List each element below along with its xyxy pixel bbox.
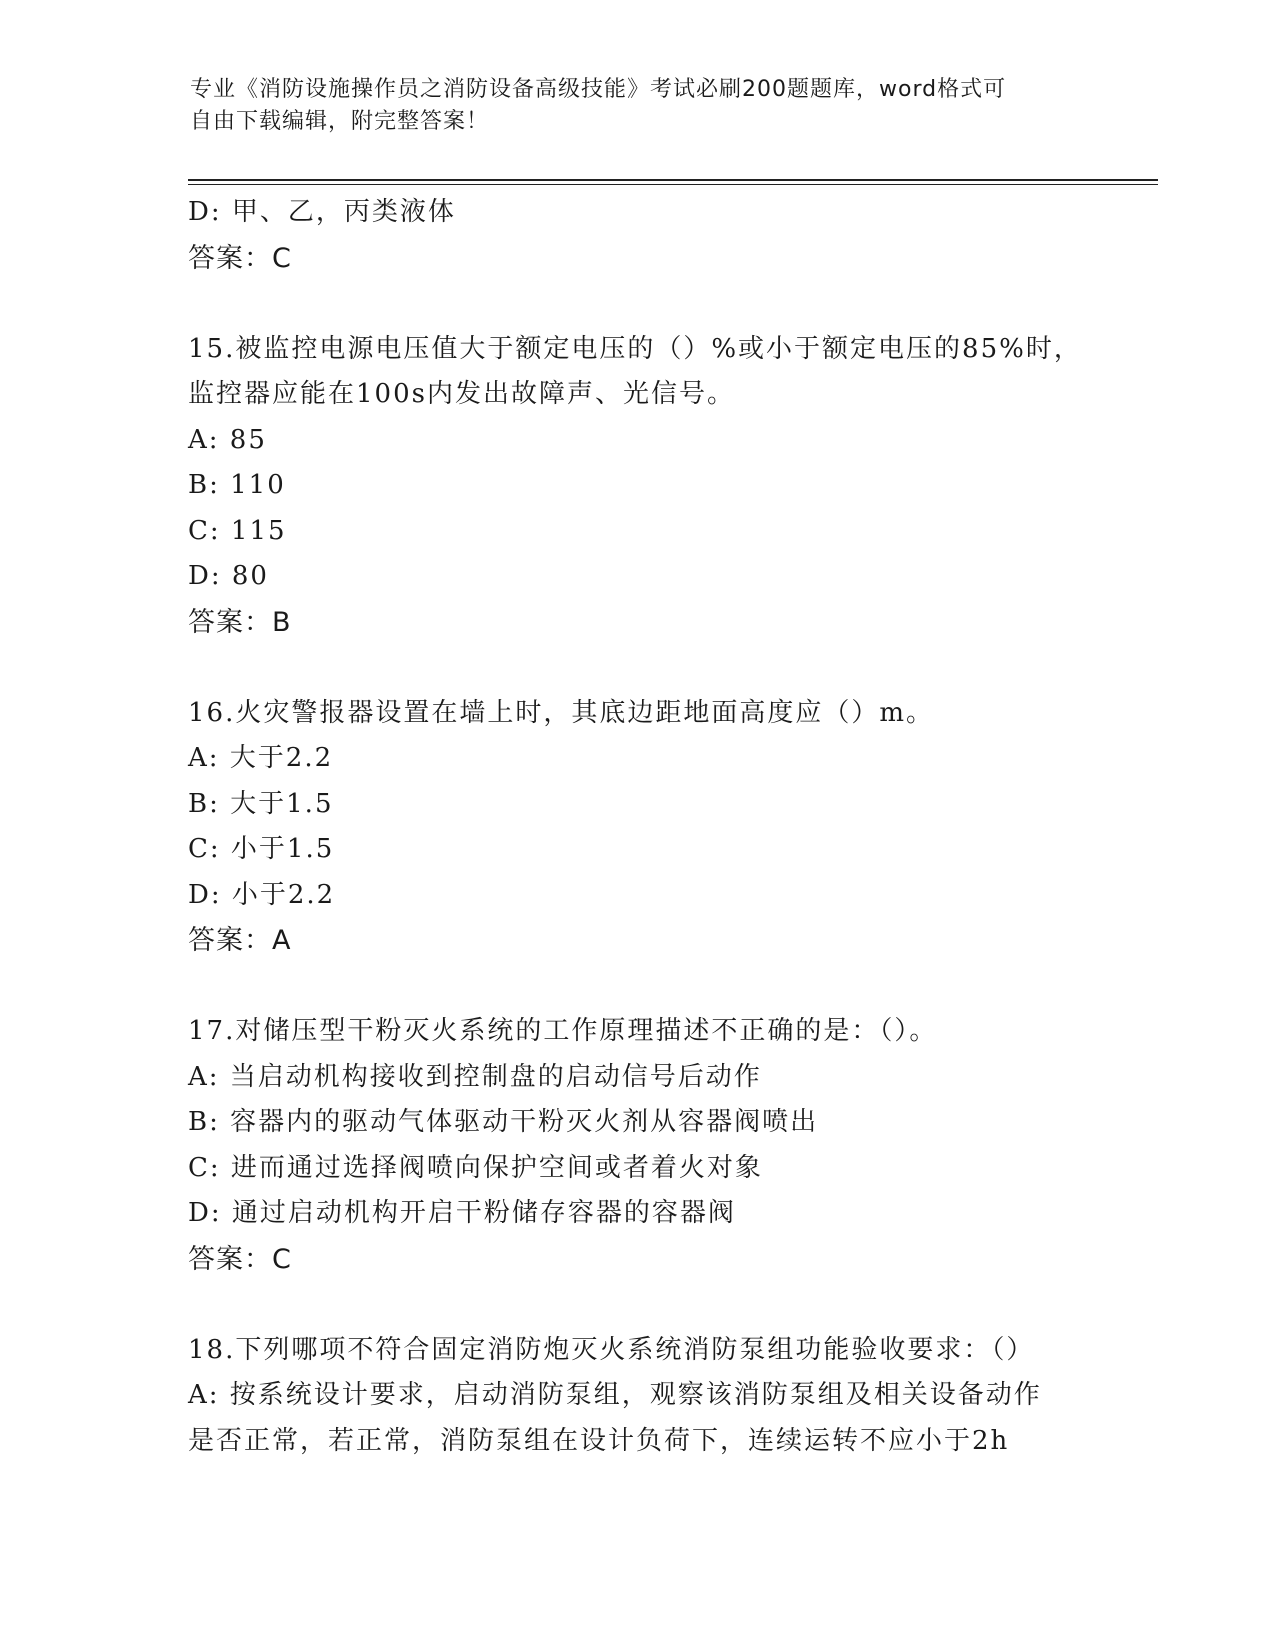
header-line-1: 专业《消防设施操作员之消防设备高级技能》考试必刷200题题库，word格式可 (190, 77, 1007, 102)
answer-line: 答案：B (188, 606, 292, 638)
question-stem: 17.对储压型干粉灭火系统的工作原理描述不正确的是：（）。 (188, 1016, 938, 1046)
option-d: D: 80 (188, 561, 269, 591)
option-a-cont: 是否正常，若正常，消防泵组在设计负荷下，连续运转不应小于2h (188, 1425, 1010, 1456)
document-header (190, 74, 1070, 138)
question-17 (188, 1009, 1088, 1282)
option-a: A: 按系统设计要求，启动消防泵组，观察该消防泵组及相关设备动作 (188, 1380, 1042, 1410)
question-list (188, 190, 1088, 1464)
option-c: C: 115 (188, 515, 287, 546)
option-b: B: 110 (188, 470, 286, 500)
option-d: D: 小于2.2 (188, 879, 336, 910)
option-d: D: 通过启动机构开启干粉储存容器的容器阀 (188, 1198, 736, 1228)
header-line-2: 自由下载编辑，附完整答案！ (190, 109, 490, 134)
question-16 (188, 691, 1088, 964)
spacer (188, 1282, 1088, 1328)
spacer (188, 281, 1088, 327)
question-stem: 16.火灾警报器设置在墙上时，其底边距地面高度应（）m。 (188, 697, 935, 728)
option-a: A: 大于2.2 (188, 743, 334, 773)
spacer (188, 645, 1088, 691)
option-c: C: 小于1.5 (188, 834, 335, 864)
option-a: A: 85 (188, 424, 267, 455)
question-stem: 15.被监控电源电压值大于额定电压的（）%或小于额定电压的85%时， (188, 333, 1082, 364)
spacer (188, 964, 1088, 1010)
question-18 (188, 1328, 1088, 1465)
option-a: A: 当启动机构接收到控制盘的启动信号后动作 (188, 1061, 762, 1092)
option-b: B: 容器内的驱动气体驱动干粉灭火剂从容器阀喷出 (188, 1107, 819, 1137)
answer-line: 答案：C (188, 242, 292, 274)
header-divider-thick (188, 179, 1158, 181)
question-stem: 18.下列哪项不符合固定消防炮灭火系统消防泵组功能验收要求：（） (188, 1334, 1035, 1365)
answer-line: 答案：A (188, 925, 292, 956)
question-15 (188, 327, 1088, 646)
option-d: D: 甲、乙，丙类液体 (188, 197, 456, 227)
answer-line: 答案：C (188, 1243, 292, 1275)
option-c: C: 进而通过选择阀喷向保护空间或者着火对象 (188, 1152, 763, 1183)
option-b: B: 大于1.5 (188, 788, 334, 819)
header-divider-thin (188, 184, 1158, 185)
question-14-tail (188, 190, 1088, 281)
question-stem-cont: 监控器应能在100s内发出故障声、光信号。 (188, 379, 735, 409)
